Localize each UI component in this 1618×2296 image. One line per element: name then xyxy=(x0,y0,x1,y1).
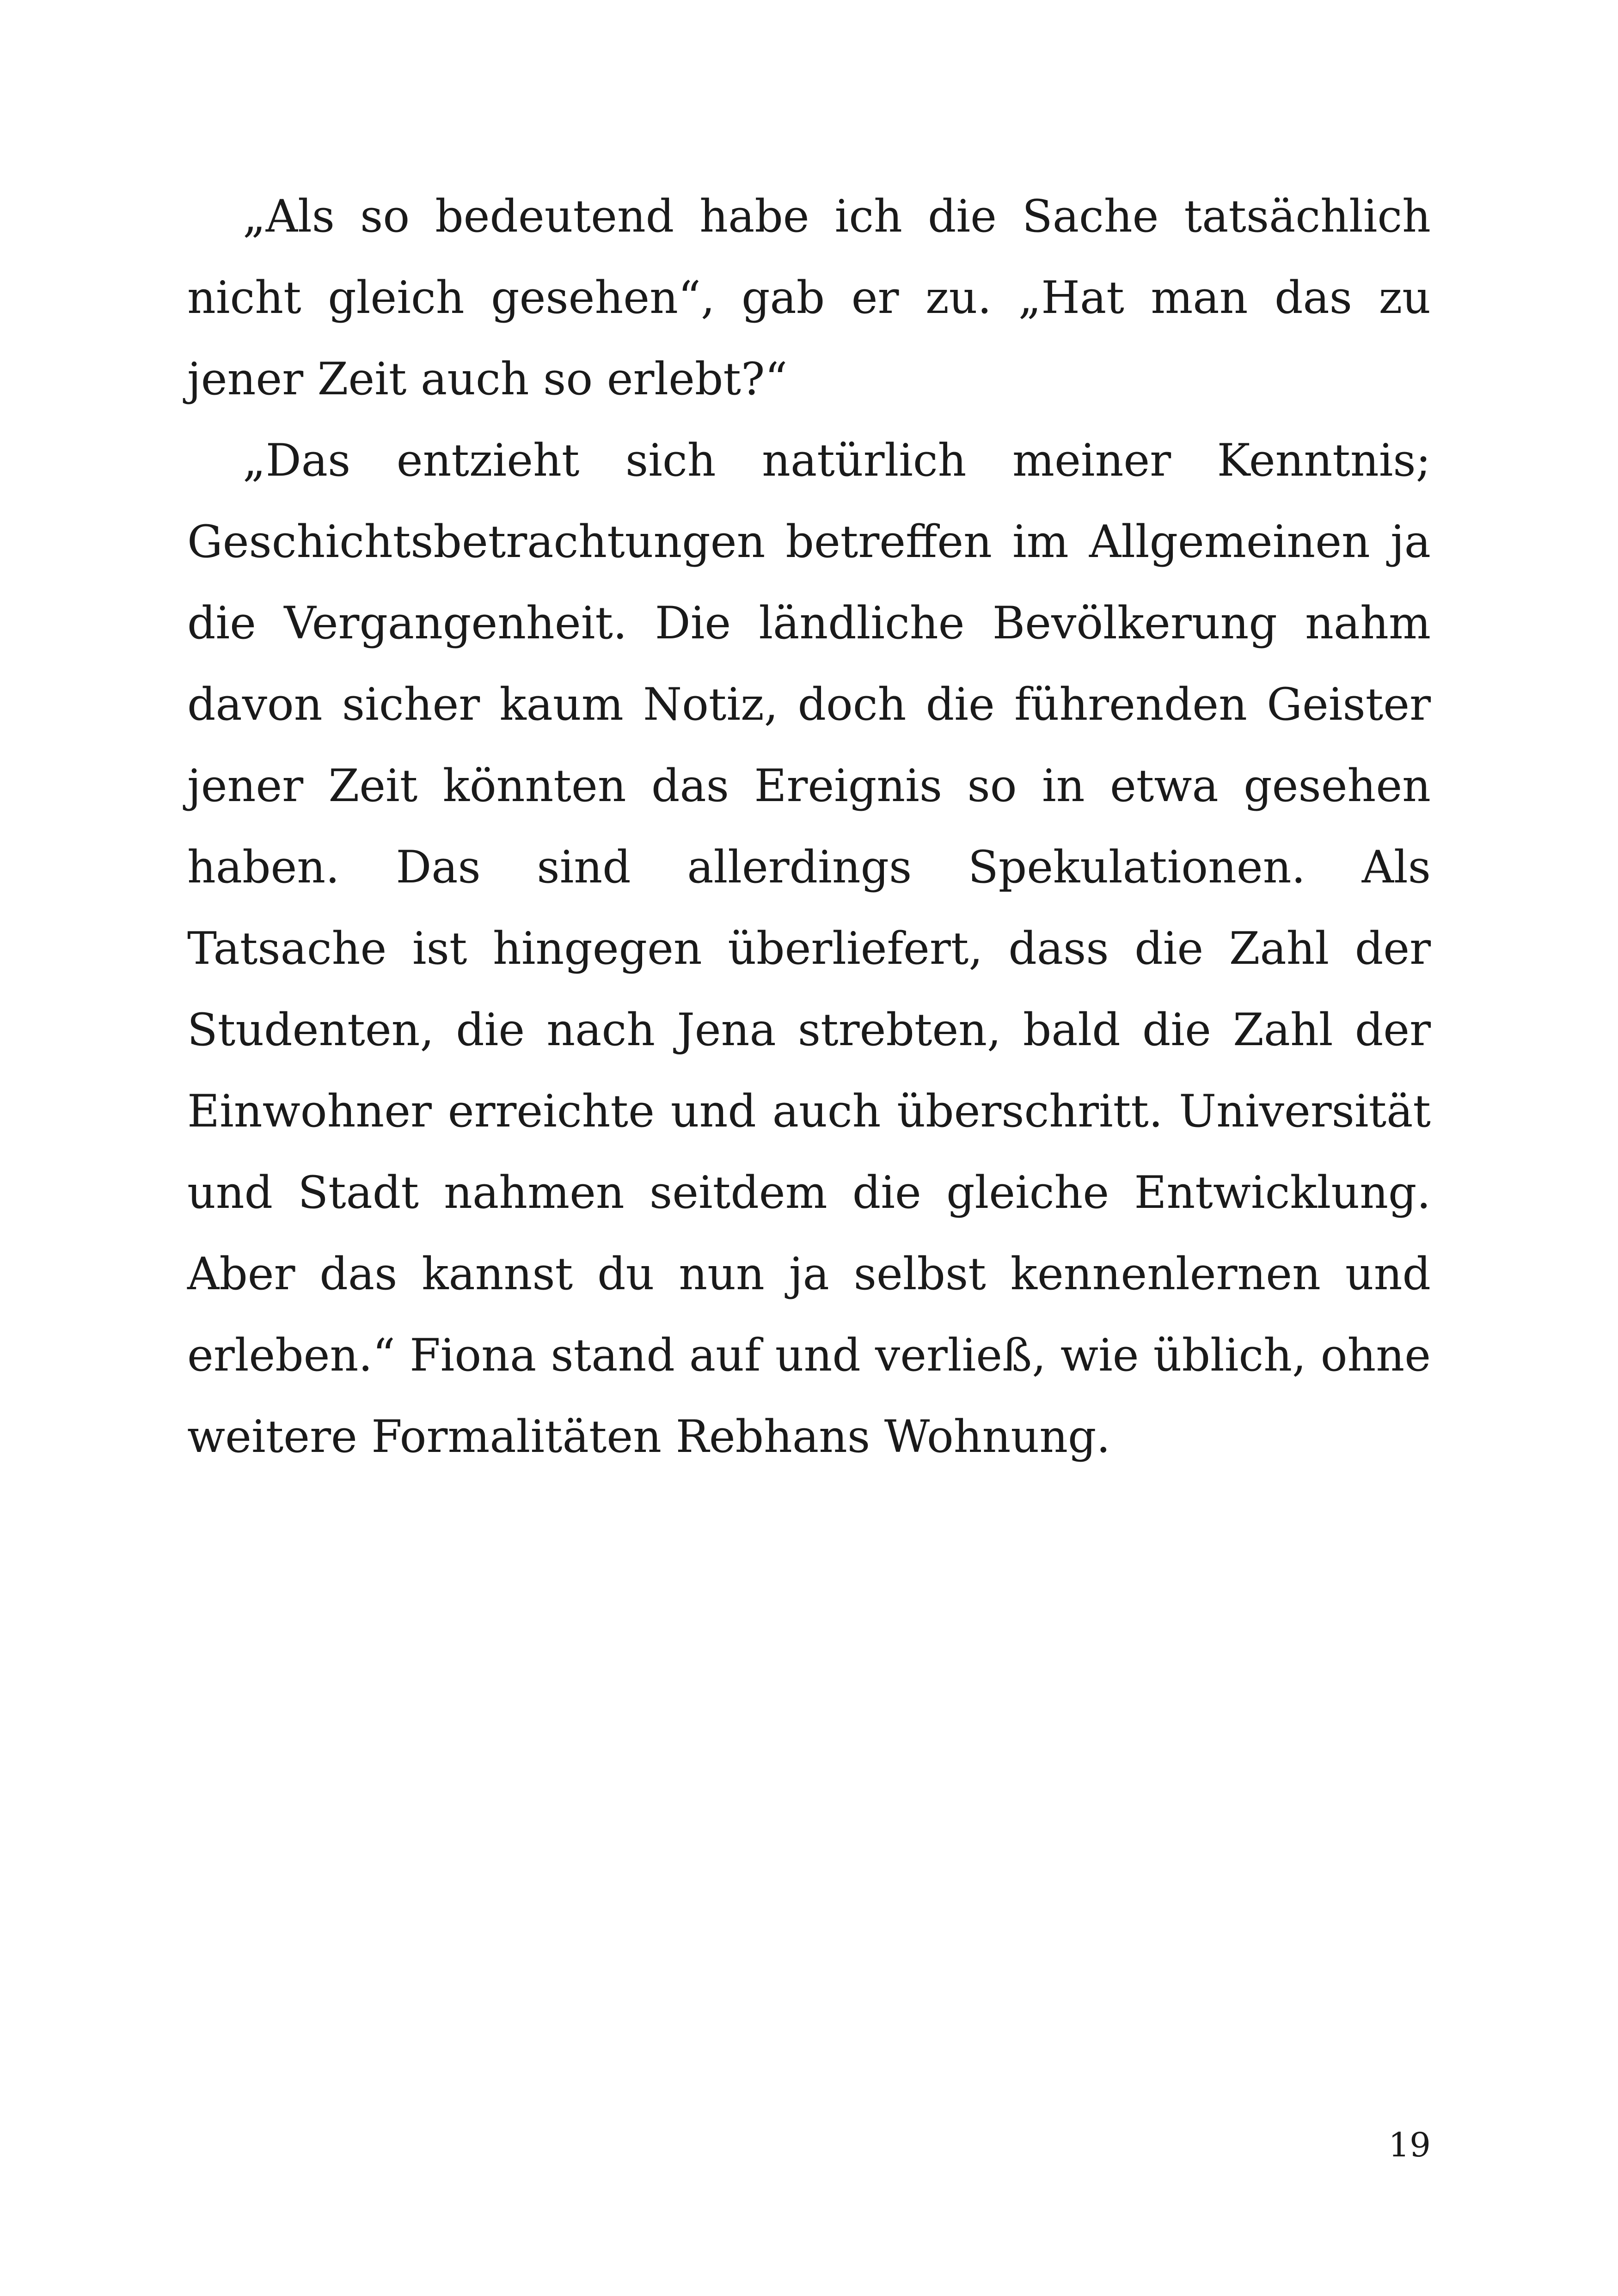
body-text xyxy=(187,176,1431,1477)
page-number: 19 xyxy=(1388,2125,1431,2164)
paragraph-1: „Als so bedeutend habe ich die Sache tatsächlich nicht gleich gesehen“, gab er zu. „Hat man das zu jener Zeit auch so erlebt?“ xyxy=(187,190,1431,405)
paragraph-2: „Das entzieht sich natürlich meiner Kenntnis; Geschichtsbetrachtungen betreffen im Allgemeinen ja die Vergangenheit. Die ländliche Bevölkerung nahm davon sicher kaum Notiz, doch die führenden Geister jener Zeit könnten das Ereignis so in etwa gesehen haben. Das sind allerdings Spekulationen. Als Tatsache ist hingegen überliefert, dass die Zahl der Studenten, die nach Jena strebten, bald die Zahl der Einwohner erreichte und auch überschritt. Universität und Stadt nahmen seitdem die gleiche Entwicklung. Aber das kannst du nun ja selbst kennenlernen und erleben.“ Fiona stand auf und verließ, wie üblich, ohne weitere Formalitäten Rebhans Wohnung. xyxy=(187,435,1431,1463)
